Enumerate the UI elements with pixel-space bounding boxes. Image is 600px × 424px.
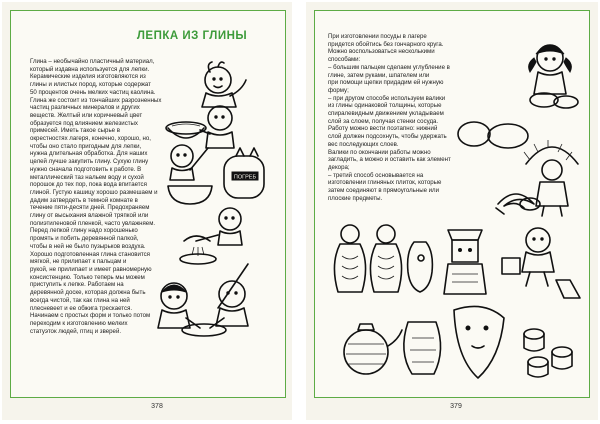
coiled-clay-illustration [492,174,542,214]
left-page-number: 378 [151,403,163,410]
text-line: способами: [328,56,361,64]
text-line: промять и побить деревянной палкой, [30,235,139,243]
text-line: Глина – необычайно пластичный материал, [30,58,155,65]
text-line: дадим затвердеть в темной комнате в [30,196,138,204]
text-line: при помощи щепки придадим ей нужную [328,79,444,87]
text-line: Валики по окончании работы можно [328,148,431,156]
text-line: который издавна используется для лепки. [30,65,150,73]
text-line: веществ. Желтый или коричневый цвет [30,111,143,119]
text-line: чтобы оно стало пригодным для лепки, [30,142,142,150]
text-line: – при другом способе используем валики [328,94,446,102]
boy-stirring-pot-illustration [160,142,270,207]
text-line: Можно воспользоваться несколькими [328,48,435,56]
text-line: плоские предметы. [328,194,383,202]
clay-tile-stack-illustration [518,322,586,382]
left-page [2,2,292,420]
text-line: образуется под влиянием железистых [30,119,138,127]
text-line: плесневеет и ее обжига трескается. [30,304,133,312]
text-line: частиц различных минералов и других [30,104,140,112]
text-line: порошок до тех пор, пока вода впитается [30,181,147,189]
text-line: – третий способ основывается на [328,171,424,179]
text-line: всегда чистой, так как глина на ней [30,296,130,304]
right-page [306,2,598,420]
left-body-text [30,58,161,335]
text-line: переходим к изготовлению мелких [30,319,128,327]
right-body-text [328,33,451,202]
cellar-sign: ПОГРЕБ [233,174,257,181]
text-line: форму; [328,86,349,94]
text-line: Хорошо подготовленная глина становится [30,250,150,258]
text-line: консистенцию. Только теперь мы можем [30,273,145,281]
text-line: изготовлении глиняных плиток, которые [328,179,442,187]
text-line: При изготовлении посуды в лагере [328,33,427,40]
text-line: примесей. Иметь такое сырье в [30,127,120,135]
text-line: Начинаем с простых форм и только потом [30,312,151,320]
text-line: 50 процентов очень мелких частиц каолина. [30,88,156,96]
boy-pouring-illustration [172,207,262,267]
text-line: вес последующих слоев. [328,140,399,148]
text-line: рукой, не прилипает и имеет равномерную [30,265,152,273]
text-line: Глина же состоит из тончайших разрозненных [30,96,162,104]
text-line: слой должен подсохнуть, чтобы удержать [328,133,447,141]
right-page-number: 379 [450,403,462,410]
text-line: глине, затем руками, шпателем или [328,71,430,79]
children-kneading-clay-illustration [152,260,267,345]
idol-and-vase-illustration [438,224,498,304]
text-line: придется обойтись без гончарного круга. [328,40,444,48]
text-line: слой за слоем, получая стенки сосуда. [328,117,439,125]
page-title: ЛЕПКА ИЗ ГЛИНЫ [136,30,248,42]
text-line: Работу можно вести поэтапно: нижний [328,125,438,133]
teapot-and-jug-illustration [336,302,446,382]
text-line: глины и илистых пород, которые содержат [30,81,151,89]
text-line: целей лучше закупить глину. Сухую глину [30,158,149,166]
text-line: загладить, а можно и оставить как элемент [328,156,451,164]
text-line: затем соединяют в прямоугольные или [328,187,440,195]
text-line: приступить к лепке. Работаем на [30,281,124,289]
text-line: чтобы в ней не было пузырьков воздуха. [30,242,146,250]
text-line: мягкой, не прилипает к пальцам и [30,258,127,266]
text-line: деревянной доске, которая должна быть [30,289,146,297]
text-line: спиралевидным движением укладываем [328,110,444,118]
text-line: Керамические изделия изготовляются из [30,73,146,81]
text-line: полиэтиленовой пленкой, часто увлажняем. [30,219,156,227]
text-line: течение пяти-десяти дней. Предохраняем [30,204,150,212]
text-line: из глины одинаковой толщины, которые [328,102,442,110]
text-line: декора; [328,163,350,171]
text-line: нужно сначала подготовить к работе. В [30,165,142,173]
text-line: окрестностях лагеря, конечно, хорошо, но, [30,135,151,143]
text-line: – большим пальцем сделаем углубление в [328,63,450,71]
text-line: нужна длительная обработка. Для наших [30,150,148,158]
girl-with-pigtails-illustration [516,38,586,116]
text-line: глиной. Густую кашицу хорошо размешаем и [30,188,158,196]
mask-and-box-illustration [444,302,514,382]
text-line: статуэток людей, птиц и зверей. [30,327,122,335]
clay-figurines-illustration [330,222,440,302]
text-line: Перед лепкой глину надо хорошенько [30,227,138,235]
text-line: глину от высыхания влажной тряпкой или [30,212,149,220]
text-line: металлический таз нальем воду и сухой [30,173,144,181]
boy-with-tiles-illustration [494,224,586,314]
